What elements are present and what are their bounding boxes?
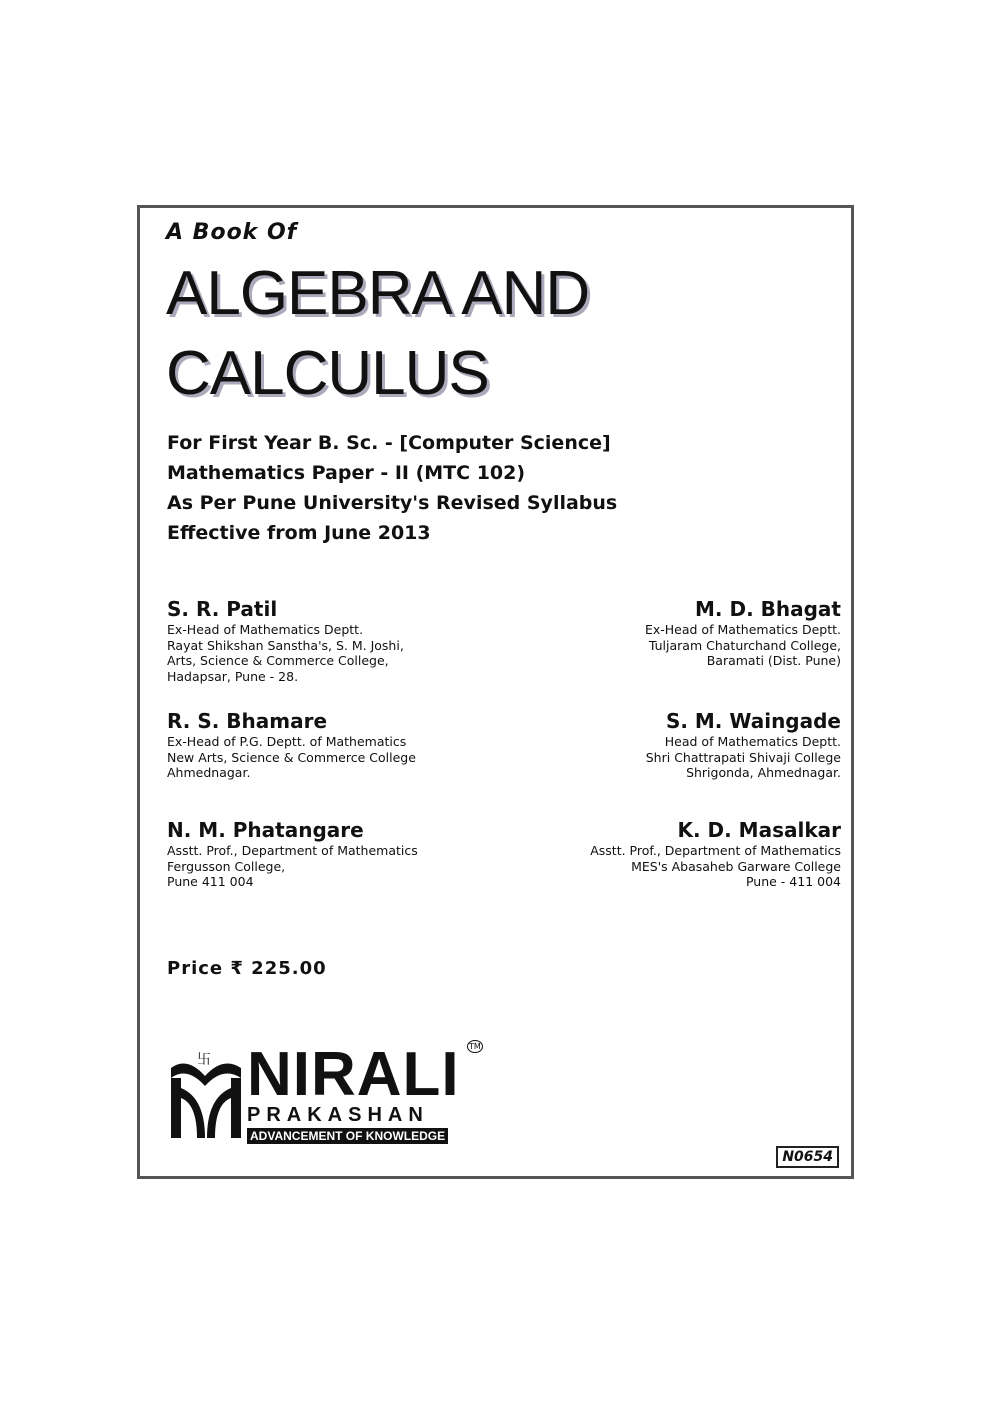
author-detail: Pune 411 004 xyxy=(167,874,254,889)
author-detail: Ex-Head of Mathematics Deptt. xyxy=(644,622,841,637)
price: Price ₹ 225.00 xyxy=(167,958,327,979)
author-detail: Shri Chattrapati Shivaji College xyxy=(645,749,841,765)
author-detail: Tuljaram Chaturchand College, xyxy=(648,637,841,653)
author-name: R. S. Bhamare xyxy=(167,709,328,733)
subtitle-line: Effective from June 2013 xyxy=(167,522,431,544)
trademark: TM xyxy=(469,1042,481,1051)
author-name: N. M. Phatangare xyxy=(167,818,364,842)
book-prefix: A Book Of xyxy=(166,220,298,245)
author-name: M. D. Bhagat xyxy=(695,597,841,621)
author xyxy=(167,708,507,781)
svg-text:卐: 卐 xyxy=(197,1052,211,1068)
author xyxy=(167,596,507,684)
publisher-tagline: ADVANCEMENT OF KNOWLEDGE xyxy=(247,1128,448,1144)
author-detail: Shrigonda, Ahmednagar. xyxy=(686,765,841,780)
title-line-1: ALGEBRA AND xyxy=(166,259,590,328)
author xyxy=(501,596,841,669)
subtitle xyxy=(167,428,617,548)
publisher-name: NIRALI xyxy=(247,1040,460,1109)
subtitle-line: As Per Pune University's Revised Syllabus xyxy=(167,492,618,514)
author-name: S. R. Patil xyxy=(167,597,278,621)
publisher-subname: PRAKASHAN xyxy=(247,1104,429,1126)
author-detail: New Arts, Science & Commerce College xyxy=(167,749,416,765)
subtitle-line: Mathematics Paper - II (MTC 102) xyxy=(167,462,526,484)
author-name: S. M. Waingade xyxy=(665,709,841,733)
author-name: K. D. Masalkar xyxy=(677,818,841,842)
author-detail: Ahmednagar. xyxy=(167,765,251,780)
author-detail: Hadapsar, Pune - 28. xyxy=(167,668,299,684)
author-detail: Arts, Science & Commerce College, xyxy=(167,653,389,668)
book-code: N0654 xyxy=(776,1146,839,1168)
author-detail: Asstt. Prof., Department of Mathematics xyxy=(167,843,418,858)
author-detail: Baramati (Dist. Pune) xyxy=(706,653,841,668)
author-detail: MES's Abasaheb Garware College xyxy=(631,858,841,874)
author-detail: Head of Mathematics Deptt. xyxy=(664,734,841,749)
author-detail: Pune - 411 004 xyxy=(745,874,841,889)
subtitle-line: For First Year B. Sc. - [Computer Science] xyxy=(167,432,611,454)
book-emblem-icon xyxy=(167,1048,247,1143)
author-detail: Asstt. Prof., Department of Mathematics xyxy=(590,843,841,858)
cover-frame xyxy=(137,205,854,1179)
author xyxy=(167,817,507,890)
author-detail: Ex-Head of Mathematics Deptt. xyxy=(167,622,364,637)
author-detail: Fergusson College, xyxy=(167,858,286,874)
publisher-logo xyxy=(167,1040,487,1143)
author-detail: Rayat Shikshan Sanstha's, S. M. Joshi, xyxy=(167,637,404,653)
title-line-2: CALCULUS xyxy=(166,339,489,408)
author xyxy=(501,817,841,890)
author xyxy=(501,708,841,781)
author-detail: Ex-Head of P.G. Deptt. of Mathematics xyxy=(167,734,407,749)
